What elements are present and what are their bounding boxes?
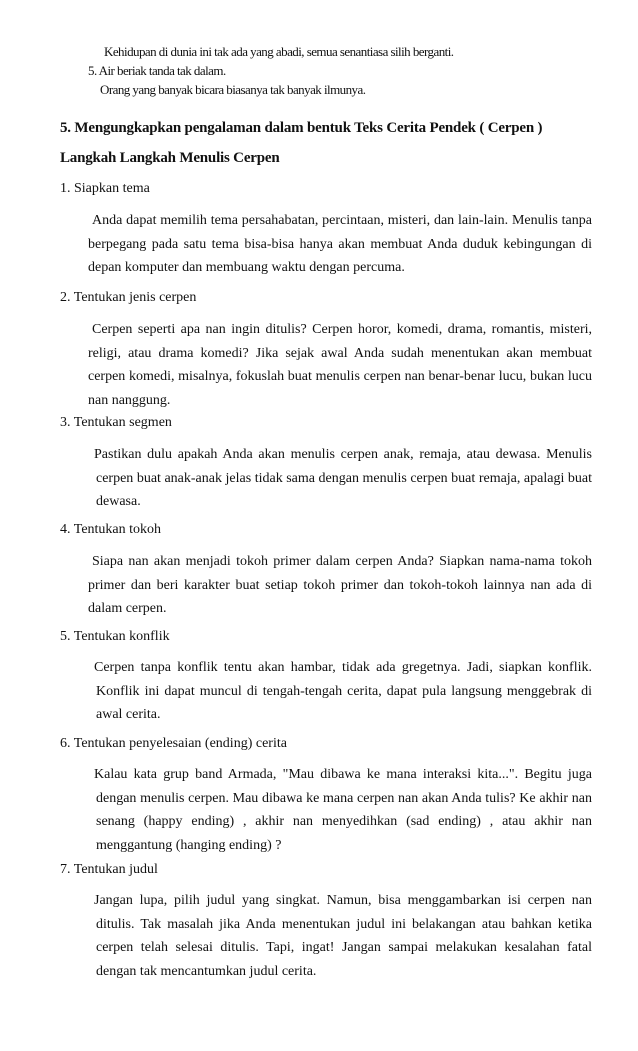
step-title-3: 3. Tentukan segmen — [60, 415, 172, 430]
step-title-1: 1. Siapkan tema — [60, 181, 150, 196]
step-body-5: Cerpen tanpa konflik tentu akan hambar, tidak ada gregetnya. Jadi, siapkan konflik. Konflik ini dapat muncul di tengah-tengah cerita, dapat pula langsung menggebrak di awal cerita. — [94, 660, 592, 722]
step-title-5: 5. Tentukan konflik — [60, 629, 170, 644]
proverb-line-3: Orang yang banyak bicara biasanya tak banyak ilmunya. — [100, 82, 366, 97]
step-body-2: Cerpen seperti apa nan ingin ditulis? Cerpen horor, komedi, drama, romantis, misteri, religi, atau drama komedi? Jika sejak awal Anda sudah menentukan akan membuat cerpen komedi, misalnya, fokuslah buat menulis cerpen nan benar-benar lucu, bukan lucu nan nanggung. — [88, 322, 592, 408]
step-title-6: 6. Tentukan penyelesaian (ending) cerita — [60, 736, 287, 751]
step-body-1: Anda dapat memilih tema persahabatan, percintaan, misteri, dan lain-lain. Menulis tanpa berpegang pada satu tema bisa-bisa hanya akan membuat Anda duduk kebingungan di depan komputer dan membuang waktu dengan percuma. — [88, 213, 592, 275]
step-title-2: 2. Tentukan jenis cerpen — [60, 290, 197, 305]
proverb-line-1: Kehidupan di dunia ini tak ada yang abadi, semua senantiasa silih berganti. — [104, 44, 454, 59]
step-title-7: 7. Tentukan judul — [60, 862, 158, 877]
section-subheading: Langkah Langkah Menulis Cerpen — [60, 150, 280, 166]
section-heading: 5. Mengungkapkan pengalaman dalam bentuk Teks Cerita Pendek ( Cerpen ) — [60, 120, 543, 136]
step-body-3: Pastikan dulu apakah Anda akan menulis cerpen anak, remaja, atau dewasa. Menulis cerpen buat anak-anak jelas tidak sama dengan menulis cerpen buat remaja, apalagi buat dewasa. — [94, 447, 592, 509]
step-body-4: Siapa nan akan menjadi tokoh primer dalam cerpen Anda? Siapkan nama-nama tokoh primer dan beri karakter buat setiap tokoh primer dan tokoh-tokoh lainnya nan ada di dalam cerpen. — [88, 554, 592, 616]
step-body-7: Jangan lupa, pilih judul yang singkat. Namun, bisa menggambarkan isi cerpen nan ditulis. Tak masalah jika Anda menentukan judul ini belakangan atau bahkan ketika cerpen telah selesai ditulis. Tapi, ingat! Jangan sampai melakukan kesalahan fatal dengan tak mencantumkan judul cerita. — [94, 893, 592, 979]
step-body-6: Kalau kata grup band Armada, "Mau dibawa ke mana interaksi kita...". Begitu juga dengan menulis cerpen. Mau dibawa ke mana cerpen nan akan Anda tulis? Ke akhir nan senang (happy ending) , akhir nan menyedihkan (sad ending) , atau akhir nan menggantung (hanging ending) ? — [94, 767, 592, 853]
step-title-4: 4. Tentukan tokoh — [60, 522, 162, 537]
proverb-line-2: 5. Air beriak tanda tak dalam. — [88, 63, 226, 78]
